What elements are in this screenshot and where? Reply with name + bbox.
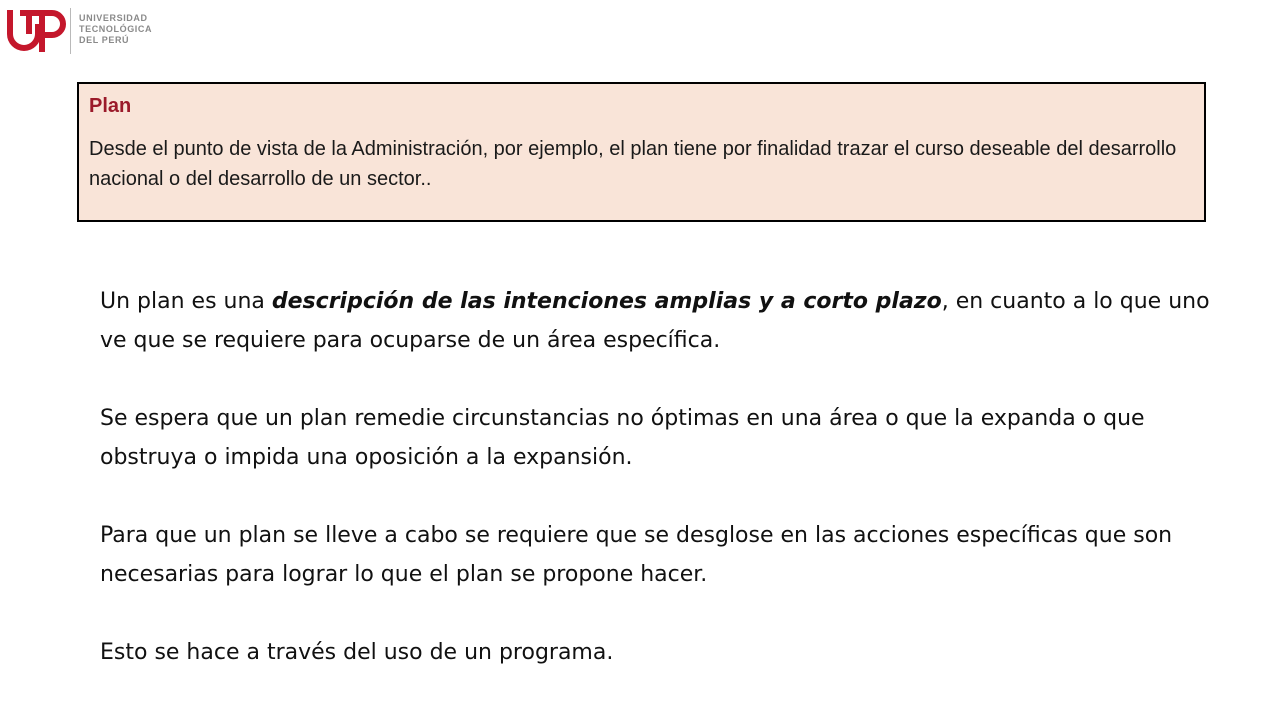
definition-title: Plan xyxy=(89,95,132,117)
paragraph-4: Esto se hace a través del uso de un programa. xyxy=(100,640,614,665)
logo-divider xyxy=(70,8,71,54)
paragraph-1-tail: , en cuanto a lo que uno ve que se requiere para ocuparse de un área específica. xyxy=(100,289,1210,353)
utp-logo-mark-icon xyxy=(6,4,68,58)
logo-line: UNIVERSIDAD xyxy=(79,13,148,23)
definition-text: Desde el punto de vista de la Administración, por ejemplo, el plan tiene por finalidad trazar el curso deseable del desarrollo nacional o del desarrollo de un sector.. xyxy=(89,138,1177,190)
paragraph-1-lead: Un plan es una xyxy=(100,289,272,314)
logo-line: DEL PERÚ xyxy=(79,35,130,45)
logo-line: TECNOLÓGICA xyxy=(79,24,153,34)
paragraph-3: Para que un plan se lleve a cabo se requiere que se desglose en las acciones específicas que son necesarias para lograr lo que el plan se propone hacer. xyxy=(100,523,1173,587)
paragraph-2: Se espera que un plan remedie circunstancias no óptimas en una área o que la expanda o que obstruya o impida una oposición a la expansión. xyxy=(100,406,1145,470)
paragraph-1-emphasis: descripción de las intenciones amplias y a corto plazo xyxy=(271,289,942,314)
body-content xyxy=(100,282,1210,672)
utp-logo xyxy=(6,4,166,58)
paragraph-1 xyxy=(100,282,1210,360)
definition-box xyxy=(77,82,1206,222)
logo-text xyxy=(79,13,152,46)
